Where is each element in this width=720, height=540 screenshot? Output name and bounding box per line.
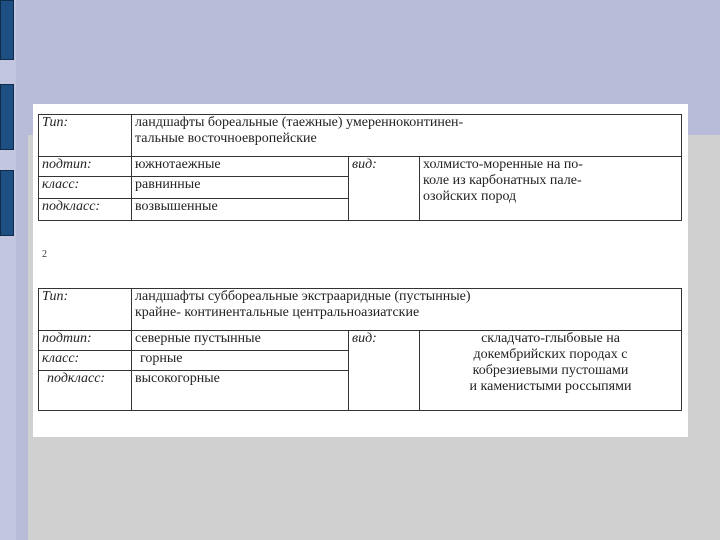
- decor-bar: [0, 170, 14, 236]
- type-label: Тип:: [39, 289, 132, 331]
- class-value: равнинные: [132, 177, 349, 199]
- subtype-label: подтип:: [39, 331, 132, 351]
- type-value-line: крайне- континентальные центральноазиатские: [135, 305, 420, 320]
- subclass-value: возвышенные: [132, 199, 349, 221]
- landscape-table-2: [38, 288, 682, 411]
- kind-value-line: и каменистыми россыпями: [469, 379, 632, 394]
- kind-label: вид:: [349, 157, 420, 221]
- type-value-line: тальные восточноевропейские: [135, 131, 317, 146]
- subclass-label: подкласс:: [39, 199, 132, 221]
- kind-value: [420, 157, 682, 221]
- class-label: класс:: [39, 351, 132, 371]
- subtype-label: подтип:: [39, 157, 132, 177]
- type-value-line: ландшафты бореальные (таежные) умеренноконтинен-: [135, 115, 464, 130]
- landscape-table-1: [38, 114, 682, 221]
- subclass-label: подкласс:: [39, 371, 132, 411]
- kind-value-line: складчато-глыбовые на: [481, 331, 620, 346]
- left-decor-strip: [0, 0, 16, 540]
- subtype-value: северные пустынные: [132, 331, 349, 351]
- subclass-value: высокогорные: [132, 371, 349, 411]
- decor-bar: [0, 0, 14, 60]
- kind-value-line: коле из карбонатных пале-: [423, 173, 582, 188]
- kind-value-line: холмисто-моренные на по-: [423, 157, 583, 172]
- type-label: Тип:: [39, 115, 132, 157]
- class-label: класс:: [39, 177, 132, 199]
- subtype-value: южнотаежные: [132, 157, 349, 177]
- type-value-line: ландшафты суббореальные экстрааридные (пустынные): [135, 289, 471, 304]
- kind-label: вид:: [349, 331, 420, 411]
- class-value: горные: [132, 351, 349, 371]
- type-value: [132, 115, 682, 157]
- kind-value-line: кобрезиевыми пустошами: [472, 363, 629, 378]
- kind-value-line: докембрийских породах с: [473, 347, 628, 362]
- footnote-marker: 2: [42, 249, 47, 260]
- decor-bar: [0, 84, 14, 150]
- kind-value: [420, 331, 682, 411]
- type-value: [132, 289, 682, 331]
- kind-value-line: озойских пород: [423, 189, 517, 204]
